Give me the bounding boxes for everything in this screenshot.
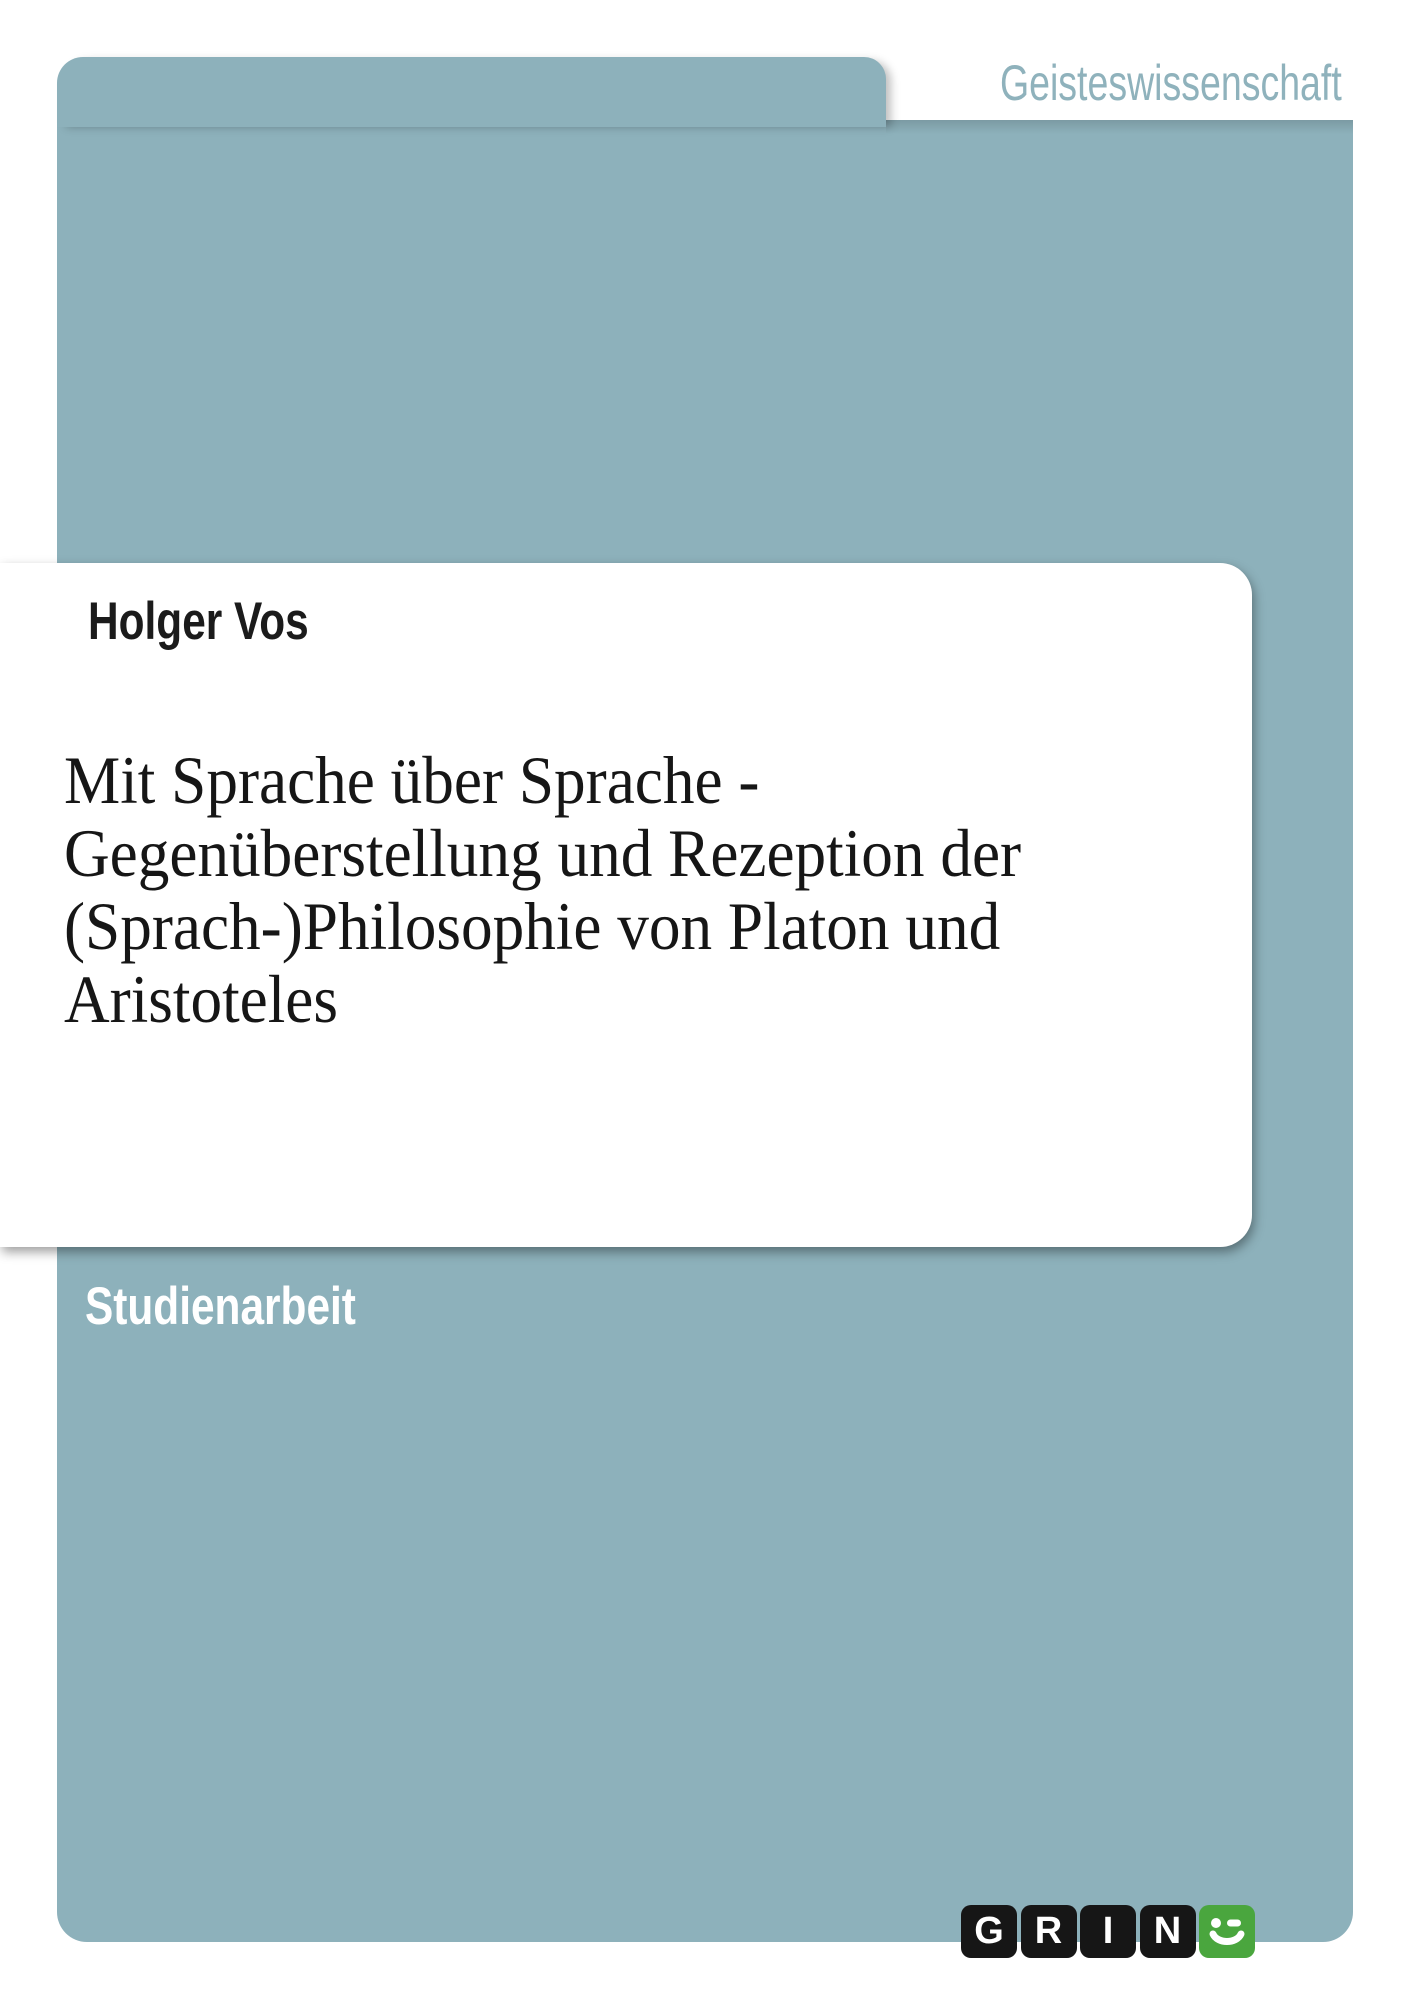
logo-letter-tile (1140, 1905, 1196, 1958)
logo-letter-tile (1021, 1905, 1077, 1958)
book-title-line: Gegenüberstellung und Rezeption der (64, 815, 1022, 891)
book-title (64, 744, 1273, 1036)
book-title-line: (Sprach-)Philosophie von Platon und (64, 888, 1001, 964)
logo-letter: N (1153, 1910, 1182, 1952)
book-title-line: Mit Sprache über Sprache - (64, 742, 760, 818)
logo-letter-tile (1080, 1905, 1136, 1958)
winking-smiley-icon (1199, 1905, 1255, 1958)
author-name: Holger Vos (88, 592, 309, 651)
logo-letter-tile (961, 1905, 1017, 1958)
grin-logo (961, 1905, 1255, 1958)
logo-letter: I (1102, 1910, 1114, 1952)
logo-letter: G (974, 1910, 1004, 1952)
category-label: Geisteswissenschaft (1000, 55, 1342, 111)
book-title-line: Aristoteles (64, 961, 339, 1037)
cover-top-tab (57, 57, 886, 127)
document-type-label: Studienarbeit (85, 1277, 356, 1336)
logo-letter: R (1034, 1910, 1063, 1952)
notch-shadow (886, 120, 1353, 134)
